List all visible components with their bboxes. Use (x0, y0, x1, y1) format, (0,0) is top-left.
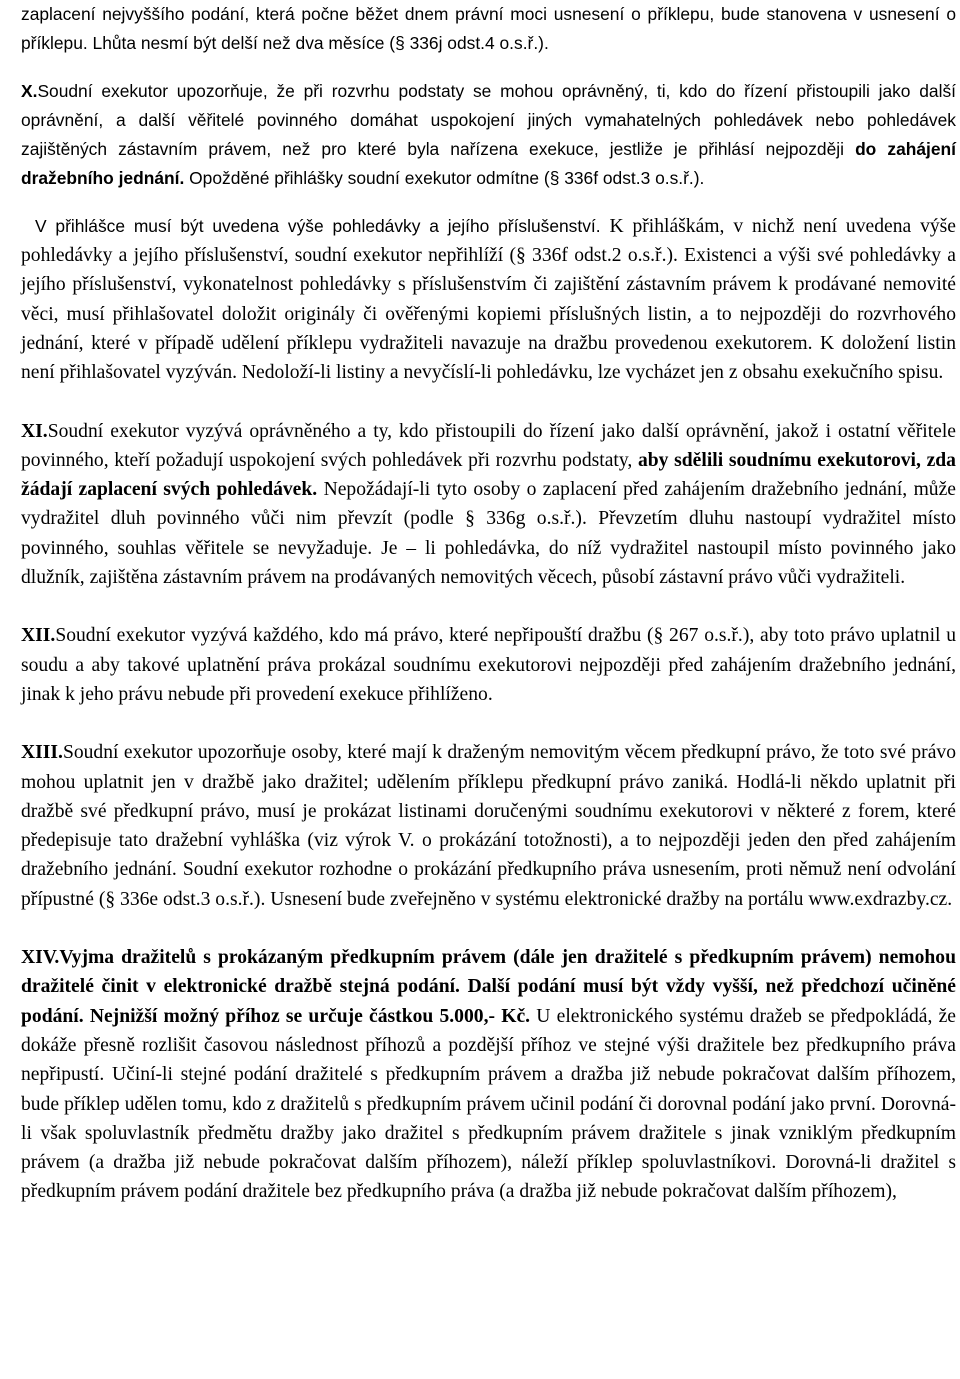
spacer (21, 194, 956, 212)
section-xii (21, 621, 956, 709)
section-xi-text: Soudní exekutor vyzývá oprávněného a ty, kdo přistoupili do řízení jako další oprávnění, jakož i ostatní věřitele povinného, kteří požadují uspokojení svých pohledávek při rozvrhu podstaty, (21, 420, 956, 471)
section-x-paragraph-2 (21, 212, 956, 388)
section-x-p2-body: K přihláškám, v nichž není uvedena výše pohledávky a jejího příslušenství, soudní exekutor nepřihlíží (§ 336f odst.2 o.s.ř.). Existenci a výši své pohledávky a jejího příslušenství, vykonatelnost pohledávky s příslušenstvím či zajištění zástavním právem k prodávané nemovité věci, musí přihlašovatel doložit originály či ověřenými kopiemi příslušných listin, a to nejpozději do rozvrhového jednání, které v případě udělení příklepu vydražiteli navazuje na dražbu provedenou exekutorem. (21, 215, 956, 354)
section-xi-bold: aby sdělili soudnímu exekutorovi, zda žádají zaplacení svých pohledávek. (21, 449, 956, 501)
section-x-bold: do zahájení dražebního jednání. (21, 139, 956, 189)
section-x-number: X. (21, 80, 38, 101)
section-xii-number: XII. (21, 625, 56, 647)
section-x-text-2: Opožděné přihlášky soudní exekutor odmítne (§ 336f odst.3 o.s.ř.). (184, 168, 705, 189)
section-x-p2-lead: V přihlášce musí být uvedena výše pohledávky a jejího příslušenství. (35, 215, 601, 236)
section-x-text: Soudní exekutor upozorňuje, že při rozvrhu podstaty se mohou oprávněný, ti, kdo do řízení přistoupili jako další oprávnění, a další věřitelé povinného domáhat uspokojení jiných vymahatelných pohledávek nebo pohledávek zajištěných zástavním právem, než pro které byla nařízena exekuce, jestliže je přihlásí nejpozději (21, 80, 956, 160)
section-xiii-text: Soudní exekutor upozorňuje osoby, které mají k draženým nemovitým věcem předkupní právo, že toto své právo mohou uplatnit jen v dražbě jako dražitel; udělením příklepu předkupní právo zaniká. Hodlá-li někdo uplatnit při dražbě své předkupní právo, musí je prokázat listinami doručenými soudnímu exekutorovi v některé z forem, které předepisuje tato dražební vyhláška (viz výrok V. o prokázání totožnosti), a to nejpozději jeden den před zahájením dražebního jednání. Soudní exekutor rozhodne o prokázání předkupního práva usnesením, proti němuž není odvolání přípustné (§ 336e odst.3 o.s.ř.). Usnesení bude zveřejněno v systému elektronické dražby na portálu www.exdrazby.cz. (21, 742, 956, 910)
section-xi (21, 417, 956, 593)
section-x (21, 77, 956, 194)
section-xiv-text: U elektronického systému dražeb se předpokládá, že dokáže přesně rozlišit časovou následnost příhozů a pozdější příhoz ve stejné výši dražitele bez předkupního práva nepřipustí. Učiní-li stejné podání dražitelé s předkupním právem a dražba již nebude pokračovat dalším příhozem, bude příklep udělen tomu, kdo z dražitelů s předkupním právem učinil podání či dorovnal podání jako první. Dorovná-li však spoluvlastník předmětu dražby jako dražitel s předkupním právem dražitele s jinak vzniklým předkupním právem (a dražba již nebude pokračovat dalším příhozem), náleží příklep spoluvlastníkovi. Dorovná-li dražitel s předkupním právem podání dražitele bez předkupního práva (a dražba již nebude pokračovat dalším příhozem), (21, 1005, 957, 1203)
section-xi-text-2: Nepožádají-li tyto osoby o zaplacení před zahájením dražebního jednání, může vydražitel dluh povinného vůči nim převzít (podle § 336g o.s.ř.). Převzetím dluhu nastoupí vydražitel místo povinného, souhlas věřitele se nevyžaduje. Je – li pohledávka, do níž vydražitel nastoupil místo povinného jako dlužník, zajištěna zástavním právem na prodávaných nemovitých věcech, působí zástavní právo vůči vydražiteli. (21, 479, 956, 589)
spacer (21, 709, 956, 738)
section-xiv-bold: Vyjma dražitelů s prokázaným předkupním právem (dále jen dražitelé s předkupním právem) nemohou dražitelé činit v elektronické dražbě stejná podání. Další podání musí být vždy vyšší, než předchozí učiněné podání. Nejnižší možný příhoz se určuje částkou 5.000,- Kč. (21, 947, 956, 1027)
section-xiv-number: XIV. (21, 947, 60, 969)
section-xiv (21, 943, 956, 1207)
paragraph-intro-text: zaplacení nejvyššího podání, která počne běžet dnem právní moci usnesení o příklepu, bude stanovena v usnesení o příklepu. Lhůta nesmí být delší než dva měsíce (§ 336j odst.4 o.s.ř.). (21, 4, 956, 54)
section-xiii (21, 738, 956, 914)
paragraph-intro (21, 0, 956, 59)
spacer (21, 592, 956, 621)
spacer (21, 59, 956, 77)
section-xiii-number: XIII. (21, 742, 63, 764)
section-xii-text: Soudní exekutor vyzývá každého, kdo má právo, které nepřipouští dražbu (§ 267 o.s.ř.), aby toto právo uplatnil u soudu a aby takové uplatnění práva prokázal soudnímu exekutorovi nejpozději před zahájením dražebního jednání, jinak k jeho právu nebude při provedení exekuce přihlíženo. (21, 625, 956, 705)
section-xi-number: XI. (21, 420, 48, 442)
section-x-p2-tail: K doložení listin není přihlašovatel vyzýván. Nedoloží-li listiny a nevyčíslí-li pohledávku, lze vycházet jen z obsahu exekučního spisu. (21, 332, 956, 384)
spacer (21, 914, 956, 943)
spacer (21, 388, 956, 417)
